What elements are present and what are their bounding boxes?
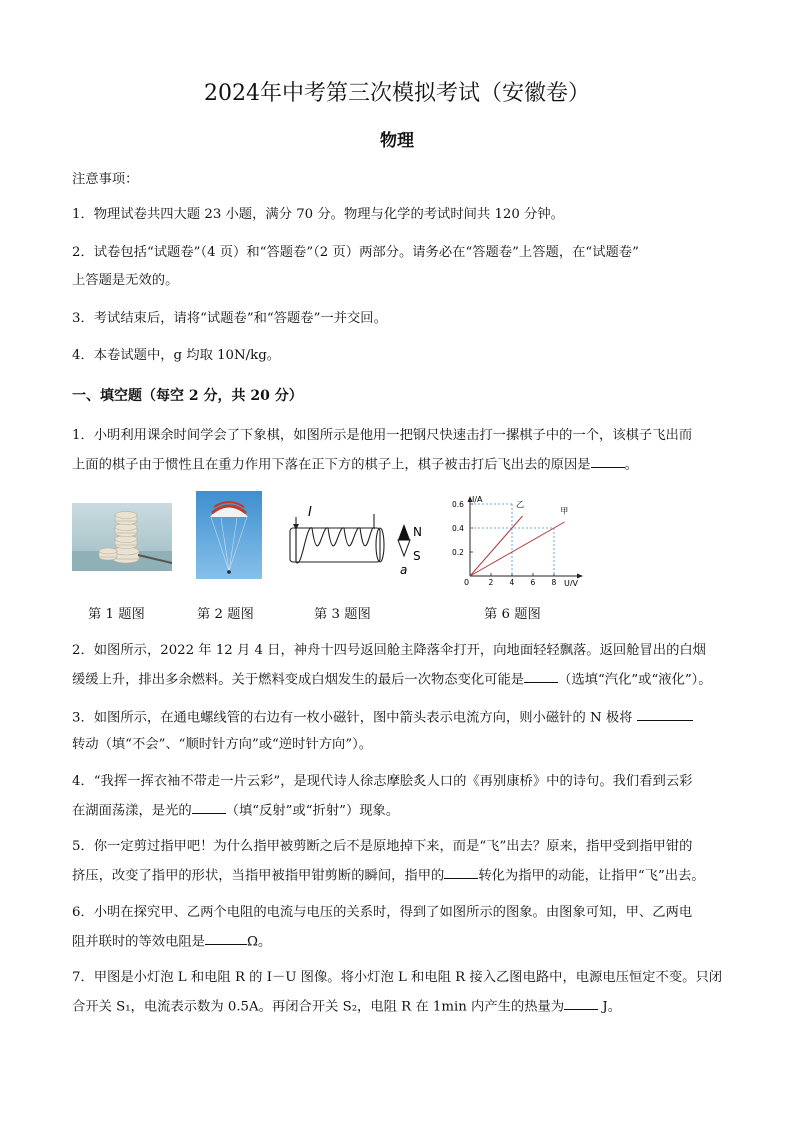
question-2-text-end: （选填“汽化”或“液化”）。 bbox=[558, 672, 712, 688]
question-7-line-2 bbox=[72, 996, 621, 1017]
figure-6-caption: 第 6 题图 bbox=[484, 607, 541, 622]
y-axis-label: I/A bbox=[472, 495, 483, 504]
question-5-line-1: 5．你一定剪过指甲吧！为什么指甲被剪断之后不是原地掉下来，而是“飞”出去？原来，指甲受到指甲钳的 bbox=[72, 839, 693, 854]
question-3-text: 3．如图所示，在通电螺线管的右边有一枚小磁针，图中箭头表示电流方向，则小磁针的 N 极将 bbox=[72, 710, 633, 726]
question-6-line-2 bbox=[72, 931, 271, 952]
notice-heading: 注意事项： bbox=[72, 172, 139, 187]
x-tick-label: 2 bbox=[488, 578, 494, 586]
origin-label: 0 bbox=[464, 578, 470, 586]
question-4-line-2 bbox=[72, 800, 399, 821]
series-line-yi bbox=[470, 516, 523, 576]
question-4-text-end: （填“反射”或“折射”）现象。 bbox=[225, 803, 400, 819]
question-7-line-1: 7．甲图是小灯泡 L 和电阻 R 的 I－U 图像。将小灯泡 L 和电阻 R 接入乙图电路中，电源电压恒定不变。只闭 bbox=[72, 970, 723, 985]
question-6-line-1: 6．小明在探究甲、乙两个电阻的电流与电压的关系时，得到了如图所示的图象。由图象可知，甲、乙两电 bbox=[72, 905, 693, 920]
figure-3-solenoid-diagram bbox=[286, 500, 426, 580]
y-tick-label: 0.2 bbox=[452, 548, 464, 557]
question-5-text: 挤压，改变了指甲的形状，当指甲被指甲钳剪断的瞬间，指甲的 bbox=[72, 868, 445, 884]
question-4-line-1: 4．“我挥一挥衣袖不带走一片云彩”，是现代诗人徐志摩脍炙人口的《再别康桥》中的诗句。我们看到云彩 bbox=[72, 774, 693, 789]
notice-item-1: 1．物理试卷共四大题 23 小题，满分 70 分。物理与化学的考试时间共 120 分钟。 bbox=[72, 207, 564, 222]
point-a-label: a bbox=[400, 563, 408, 577]
question-2-text: 缓缓上升，排出多余燃料。关于燃料变成白烟发生的最后一次物态变化可能是 bbox=[72, 672, 525, 688]
current-arrow-icon bbox=[293, 524, 299, 530]
figure-1-chess-stack-photo bbox=[72, 503, 172, 571]
answer-blank[interactable] bbox=[444, 865, 478, 879]
series-line-jia bbox=[470, 522, 565, 576]
question-6-text: 阻并联时的等效电阻是 bbox=[72, 934, 205, 950]
answer-blank[interactable] bbox=[637, 707, 693, 721]
question-7-text: 合开关 S₁，电流表示数为 0.5A。再闭合开关 S₂，电阻 R 在 1min 内产生的热量为 bbox=[72, 999, 565, 1015]
x-tick-label: 6 bbox=[530, 578, 536, 586]
notice-item-3: 3．考试结束后，请将“试题卷”和“答题卷”一并交回。 bbox=[72, 311, 387, 326]
figure-1-caption: 第 1 题图 bbox=[88, 607, 145, 622]
question-1-text: 上面的棋子由于惯性且在重力作用下落在正下方的棋子上，棋子被击打后飞出去的原因是 bbox=[72, 457, 591, 473]
answer-blank[interactable] bbox=[524, 669, 558, 683]
question-5-line-2 bbox=[72, 865, 705, 886]
question-1-line-1: 1．小明利用课余时间学会了下象棋，如图所示是他用一把钢尺快速击打一摞棋子中的一个，该棋子飞出而 bbox=[72, 428, 693, 443]
figure-3-caption: 第 3 题图 bbox=[314, 607, 371, 622]
question-1-line-2 bbox=[72, 454, 638, 475]
north-pole-label: N bbox=[413, 525, 422, 539]
answer-blank[interactable] bbox=[591, 454, 625, 468]
figure-2-parachute-photo bbox=[196, 491, 262, 579]
section-heading-fill-in: 一、填空题（每空 2 分，共 20 分） bbox=[72, 388, 303, 404]
y-tick-label: 0.4 bbox=[452, 524, 464, 533]
answer-blank[interactable] bbox=[205, 931, 247, 945]
x-tick-label: 4 bbox=[509, 578, 515, 586]
notice-item-2: 2．试卷包括“试题卷”（4 页）和“答题卷”（2 页）两部分。请务必在“答题卷”上答题，在“试题卷” bbox=[72, 245, 639, 260]
series-label-jia: 甲 bbox=[560, 506, 569, 516]
notice-item-2-cont: 上答题是无效的。 bbox=[72, 273, 179, 288]
question-3-line-1 bbox=[72, 707, 693, 728]
answer-blank[interactable] bbox=[192, 800, 226, 814]
question-7-text-end: J。 bbox=[602, 999, 622, 1015]
question-4-text: 在湖面荡漾，是光的 bbox=[72, 803, 192, 819]
y-tick-label: 0.6 bbox=[452, 500, 464, 509]
x-tick-label: 8 bbox=[551, 578, 557, 586]
x-axis-label: U/V bbox=[564, 579, 579, 586]
figure-2-caption: 第 2 题图 bbox=[197, 607, 254, 622]
series-label-yi: 乙 bbox=[516, 500, 524, 509]
compass-needle-icon bbox=[398, 524, 410, 556]
south-pole-label: S bbox=[413, 549, 421, 563]
question-5-text-end: 转化为指甲的动能，让指甲“飞”出去。 bbox=[478, 868, 705, 884]
question-2-line-2 bbox=[72, 669, 712, 690]
question-6-text-end: Ω。 bbox=[246, 934, 272, 950]
x-axis-arrow-icon bbox=[577, 574, 583, 579]
page-title: 2024年中考第三次模拟考试（安徽卷） bbox=[204, 81, 590, 106]
question-3-line-2: 转动（填“不会”、“顺时针方向”或“逆时针方向”）。 bbox=[72, 737, 373, 752]
question-1-end: 。 bbox=[624, 457, 638, 473]
question-2-line-1: 2．如图所示，2022 年 12 月 4 日，神舟十四号返回舱主降落伞打开，向地面轻轻飘落。返回舱冒出的白烟 bbox=[72, 643, 706, 658]
notice-item-4: 4．本卷试题中，g 均取 10N/kg。 bbox=[72, 348, 280, 363]
current-label: I bbox=[308, 505, 312, 520]
figure-6-iu-graph bbox=[448, 490, 588, 586]
subject-title: 物理 bbox=[380, 131, 414, 151]
answer-blank[interactable] bbox=[564, 996, 598, 1010]
